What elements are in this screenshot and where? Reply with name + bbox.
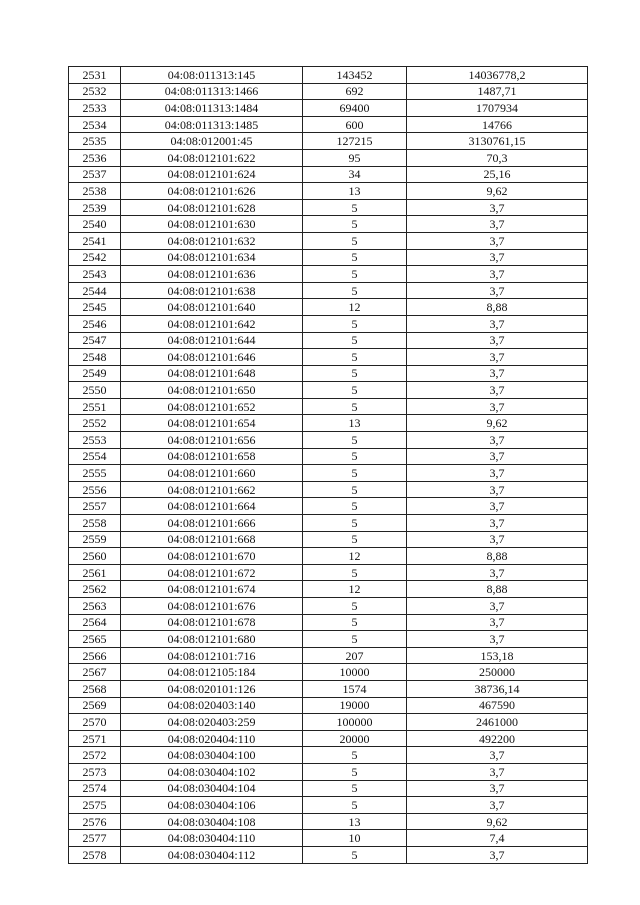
table-row bbox=[69, 581, 588, 598]
table-row bbox=[69, 332, 588, 349]
value-cell: 3,7 bbox=[407, 398, 588, 415]
table-row bbox=[69, 830, 588, 847]
value-cell: 3,7 bbox=[407, 763, 588, 780]
table-row bbox=[69, 149, 588, 166]
area-cell: 5 bbox=[303, 465, 407, 482]
table-row bbox=[69, 598, 588, 615]
cadastral-number-cell: 04:08:011313:1485 bbox=[121, 116, 303, 133]
value-cell: 3,7 bbox=[407, 614, 588, 631]
table-row bbox=[69, 183, 588, 200]
row-number-cell: 2547 bbox=[69, 332, 121, 349]
cadastral-number-cell: 04:08:030404:100 bbox=[121, 747, 303, 764]
cadastral-number-cell: 04:08:012101:650 bbox=[121, 382, 303, 399]
area-cell: 5 bbox=[303, 564, 407, 581]
value-cell: 3,7 bbox=[407, 564, 588, 581]
row-number-cell: 2541 bbox=[69, 232, 121, 249]
area-cell: 19000 bbox=[303, 697, 407, 714]
value-cell: 3,7 bbox=[407, 349, 588, 366]
cadastral-number-cell: 04:08:012101:626 bbox=[121, 183, 303, 200]
cadastral-number-cell: 04:08:012101:656 bbox=[121, 432, 303, 449]
value-cell: 3,7 bbox=[407, 249, 588, 266]
row-number-cell: 2550 bbox=[69, 382, 121, 399]
value-cell: 1707934 bbox=[407, 100, 588, 117]
area-cell: 5 bbox=[303, 365, 407, 382]
table-row bbox=[69, 515, 588, 532]
area-cell: 5 bbox=[303, 382, 407, 399]
value-cell: 9,62 bbox=[407, 813, 588, 830]
row-number-cell: 2546 bbox=[69, 315, 121, 332]
value-cell: 8,88 bbox=[407, 581, 588, 598]
table-row bbox=[69, 465, 588, 482]
table-row bbox=[69, 631, 588, 648]
area-cell: 5 bbox=[303, 614, 407, 631]
value-cell: 3,7 bbox=[407, 332, 588, 349]
table-row bbox=[69, 714, 588, 731]
area-cell: 5 bbox=[303, 232, 407, 249]
cadastral-number-cell: 04:08:012101:658 bbox=[121, 448, 303, 465]
cadastral-number-cell: 04:08:012101:660 bbox=[121, 465, 303, 482]
area-cell: 5 bbox=[303, 315, 407, 332]
area-cell: 12 bbox=[303, 581, 407, 598]
value-cell: 3,7 bbox=[407, 481, 588, 498]
area-cell: 5 bbox=[303, 598, 407, 615]
row-number-cell: 2569 bbox=[69, 697, 121, 714]
table-row bbox=[69, 382, 588, 399]
cadastral-number-cell: 04:08:020403:259 bbox=[121, 714, 303, 731]
value-cell: 3,7 bbox=[407, 631, 588, 648]
table-row bbox=[69, 116, 588, 133]
cadastral-number-cell: 04:08:012101:674 bbox=[121, 581, 303, 598]
cadastral-number-cell: 04:08:012101:678 bbox=[121, 614, 303, 631]
area-cell: 5 bbox=[303, 266, 407, 283]
table-row bbox=[69, 100, 588, 117]
area-cell: 5 bbox=[303, 531, 407, 548]
value-cell: 3,7 bbox=[407, 199, 588, 216]
area-cell: 13 bbox=[303, 415, 407, 432]
value-cell: 3,7 bbox=[407, 780, 588, 797]
cadastral-number-cell: 04:08:012101:668 bbox=[121, 531, 303, 548]
table-row bbox=[69, 763, 588, 780]
value-cell: 1487,71 bbox=[407, 83, 588, 100]
area-cell: 100000 bbox=[303, 714, 407, 731]
area-cell: 13 bbox=[303, 183, 407, 200]
table-row bbox=[69, 349, 588, 366]
table-row bbox=[69, 232, 588, 249]
area-cell: 5 bbox=[303, 199, 407, 216]
table-row bbox=[69, 448, 588, 465]
row-number-cell: 2576 bbox=[69, 813, 121, 830]
row-number-cell: 2545 bbox=[69, 299, 121, 316]
value-cell: 492200 bbox=[407, 730, 588, 747]
area-cell: 10000 bbox=[303, 664, 407, 681]
cadastral-number-cell: 04:08:030404:106 bbox=[121, 797, 303, 814]
cadastral-number-cell: 04:08:012101:634 bbox=[121, 249, 303, 266]
row-number-cell: 2561 bbox=[69, 564, 121, 581]
row-number-cell: 2539 bbox=[69, 199, 121, 216]
value-cell: 3,7 bbox=[407, 498, 588, 515]
table-row bbox=[69, 83, 588, 100]
area-cell: 127215 bbox=[303, 133, 407, 150]
table-row bbox=[69, 365, 588, 382]
cadastral-number-cell: 04:08:030404:110 bbox=[121, 830, 303, 847]
area-cell: 5 bbox=[303, 398, 407, 415]
area-cell: 5 bbox=[303, 332, 407, 349]
cadastral-number-cell: 04:08:020403:140 bbox=[121, 697, 303, 714]
table-row bbox=[69, 67, 588, 84]
value-cell: 9,62 bbox=[407, 415, 588, 432]
table-row bbox=[69, 432, 588, 449]
cadastral-number-cell: 04:08:030404:102 bbox=[121, 763, 303, 780]
table-row bbox=[69, 299, 588, 316]
row-number-cell: 2531 bbox=[69, 67, 121, 84]
cadastral-number-cell: 04:08:012001:45 bbox=[121, 133, 303, 150]
cadastral-number-cell: 04:08:012101:654 bbox=[121, 415, 303, 432]
value-cell: 3,7 bbox=[407, 232, 588, 249]
table-row bbox=[69, 564, 588, 581]
row-number-cell: 2557 bbox=[69, 498, 121, 515]
row-number-cell: 2567 bbox=[69, 664, 121, 681]
cadastral-number-cell: 04:08:012101:622 bbox=[121, 149, 303, 166]
value-cell: 25,16 bbox=[407, 166, 588, 183]
cadastral-number-cell: 04:08:020404:110 bbox=[121, 730, 303, 747]
area-cell: 5 bbox=[303, 631, 407, 648]
cadastral-number-cell: 04:08:012101:636 bbox=[121, 266, 303, 283]
row-number-cell: 2559 bbox=[69, 531, 121, 548]
cadastral-number-cell: 04:08:012101:640 bbox=[121, 299, 303, 316]
cadastral-number-cell: 04:08:011313:1466 bbox=[121, 83, 303, 100]
row-number-cell: 2558 bbox=[69, 515, 121, 532]
row-number-cell: 2562 bbox=[69, 581, 121, 598]
value-cell: 3,7 bbox=[407, 598, 588, 615]
cadastral-number-cell: 04:08:012101:632 bbox=[121, 232, 303, 249]
cadastral-number-cell: 04:08:012101:670 bbox=[121, 548, 303, 565]
row-number-cell: 2565 bbox=[69, 631, 121, 648]
area-cell: 5 bbox=[303, 249, 407, 266]
cadastral-table bbox=[68, 66, 588, 864]
row-number-cell: 2572 bbox=[69, 747, 121, 764]
cadastral-number-cell: 04:08:012101:666 bbox=[121, 515, 303, 532]
table-row bbox=[69, 647, 588, 664]
area-cell: 5 bbox=[303, 481, 407, 498]
cadastral-number-cell: 04:08:011313:145 bbox=[121, 67, 303, 84]
value-cell: 3,7 bbox=[407, 365, 588, 382]
row-number-cell: 2566 bbox=[69, 647, 121, 664]
value-cell: 3,7 bbox=[407, 531, 588, 548]
row-number-cell: 2543 bbox=[69, 266, 121, 283]
area-cell: 95 bbox=[303, 149, 407, 166]
area-cell: 10 bbox=[303, 830, 407, 847]
row-number-cell: 2535 bbox=[69, 133, 121, 150]
row-number-cell: 2577 bbox=[69, 830, 121, 847]
value-cell: 14766 bbox=[407, 116, 588, 133]
cadastral-number-cell: 04:08:012101:676 bbox=[121, 598, 303, 615]
table-row bbox=[69, 249, 588, 266]
row-number-cell: 2538 bbox=[69, 183, 121, 200]
area-cell: 5 bbox=[303, 797, 407, 814]
table-row bbox=[69, 614, 588, 631]
area-cell: 34 bbox=[303, 166, 407, 183]
cadastral-number-cell: 04:08:012105:184 bbox=[121, 664, 303, 681]
row-number-cell: 2571 bbox=[69, 730, 121, 747]
table-row bbox=[69, 548, 588, 565]
area-cell: 5 bbox=[303, 498, 407, 515]
table-row bbox=[69, 266, 588, 283]
value-cell: 14036778,2 bbox=[407, 67, 588, 84]
row-number-cell: 2575 bbox=[69, 797, 121, 814]
table-row bbox=[69, 415, 588, 432]
value-cell: 3,7 bbox=[407, 315, 588, 332]
area-cell: 5 bbox=[303, 432, 407, 449]
row-number-cell: 2553 bbox=[69, 432, 121, 449]
row-number-cell: 2554 bbox=[69, 448, 121, 465]
row-number-cell: 2542 bbox=[69, 249, 121, 266]
area-cell: 5 bbox=[303, 780, 407, 797]
table-row bbox=[69, 680, 588, 697]
area-cell: 5 bbox=[303, 448, 407, 465]
area-cell: 143452 bbox=[303, 67, 407, 84]
row-number-cell: 2536 bbox=[69, 149, 121, 166]
table-row bbox=[69, 780, 588, 797]
cadastral-number-cell: 04:08:012101:716 bbox=[121, 647, 303, 664]
cadastral-number-cell: 04:08:030404:108 bbox=[121, 813, 303, 830]
table-row bbox=[69, 797, 588, 814]
row-number-cell: 2570 bbox=[69, 714, 121, 731]
cadastral-number-cell: 04:08:030404:112 bbox=[121, 846, 303, 863]
row-number-cell: 2560 bbox=[69, 548, 121, 565]
area-cell: 5 bbox=[303, 747, 407, 764]
value-cell: 3,7 bbox=[407, 515, 588, 532]
value-cell: 3,7 bbox=[407, 382, 588, 399]
value-cell: 3,7 bbox=[407, 846, 588, 863]
value-cell: 3,7 bbox=[407, 282, 588, 299]
row-number-cell: 2573 bbox=[69, 763, 121, 780]
value-cell: 38736,14 bbox=[407, 680, 588, 697]
value-cell: 153,18 bbox=[407, 647, 588, 664]
row-number-cell: 2549 bbox=[69, 365, 121, 382]
value-cell: 2461000 bbox=[407, 714, 588, 731]
row-number-cell: 2548 bbox=[69, 349, 121, 366]
cadastral-number-cell: 04:08:012101:638 bbox=[121, 282, 303, 299]
cadastral-number-cell: 04:08:012101:680 bbox=[121, 631, 303, 648]
area-cell: 1574 bbox=[303, 680, 407, 697]
table-row bbox=[69, 531, 588, 548]
value-cell: 3,7 bbox=[407, 465, 588, 482]
area-cell: 5 bbox=[303, 216, 407, 233]
row-number-cell: 2532 bbox=[69, 83, 121, 100]
cadastral-number-cell: 04:08:012101:646 bbox=[121, 349, 303, 366]
area-cell: 600 bbox=[303, 116, 407, 133]
row-number-cell: 2551 bbox=[69, 398, 121, 415]
cadastral-number-cell: 04:08:012101:642 bbox=[121, 315, 303, 332]
cadastral-number-cell: 04:08:012101:628 bbox=[121, 199, 303, 216]
area-cell: 13 bbox=[303, 813, 407, 830]
value-cell: 9,62 bbox=[407, 183, 588, 200]
cadastral-number-cell: 04:08:012101:664 bbox=[121, 498, 303, 515]
row-number-cell: 2544 bbox=[69, 282, 121, 299]
cadastral-number-cell: 04:08:012101:672 bbox=[121, 564, 303, 581]
cadastral-number-cell: 04:08:012101:644 bbox=[121, 332, 303, 349]
table-body bbox=[69, 67, 588, 864]
row-number-cell: 2540 bbox=[69, 216, 121, 233]
cadastral-number-cell: 04:08:011313:1484 bbox=[121, 100, 303, 117]
table-row bbox=[69, 730, 588, 747]
table-row bbox=[69, 846, 588, 863]
table-row bbox=[69, 133, 588, 150]
row-number-cell: 2563 bbox=[69, 598, 121, 615]
value-cell: 3,7 bbox=[407, 797, 588, 814]
cadastral-number-cell: 04:08:030404:104 bbox=[121, 780, 303, 797]
table-row bbox=[69, 697, 588, 714]
value-cell: 250000 bbox=[407, 664, 588, 681]
row-number-cell: 2534 bbox=[69, 116, 121, 133]
table-row bbox=[69, 315, 588, 332]
row-number-cell: 2564 bbox=[69, 614, 121, 631]
value-cell: 70,3 bbox=[407, 149, 588, 166]
cadastral-number-cell: 04:08:012101:648 bbox=[121, 365, 303, 382]
row-number-cell: 2574 bbox=[69, 780, 121, 797]
row-number-cell: 2555 bbox=[69, 465, 121, 482]
table-row bbox=[69, 166, 588, 183]
value-cell: 8,88 bbox=[407, 299, 588, 316]
table-row bbox=[69, 199, 588, 216]
area-cell: 692 bbox=[303, 83, 407, 100]
table-row bbox=[69, 398, 588, 415]
value-cell: 8,88 bbox=[407, 548, 588, 565]
cadastral-number-cell: 04:08:012101:630 bbox=[121, 216, 303, 233]
area-cell: 5 bbox=[303, 763, 407, 780]
table-row bbox=[69, 216, 588, 233]
cadastral-number-cell: 04:08:012101:624 bbox=[121, 166, 303, 183]
table-row bbox=[69, 747, 588, 764]
value-cell: 3130761,15 bbox=[407, 133, 588, 150]
table-row bbox=[69, 498, 588, 515]
table-row bbox=[69, 282, 588, 299]
row-number-cell: 2556 bbox=[69, 481, 121, 498]
area-cell: 5 bbox=[303, 846, 407, 863]
area-cell: 5 bbox=[303, 515, 407, 532]
area-cell: 69400 bbox=[303, 100, 407, 117]
area-cell: 12 bbox=[303, 299, 407, 316]
area-cell: 207 bbox=[303, 647, 407, 664]
area-cell: 20000 bbox=[303, 730, 407, 747]
cadastral-number-cell: 04:08:012101:652 bbox=[121, 398, 303, 415]
value-cell: 3,7 bbox=[407, 216, 588, 233]
area-cell: 12 bbox=[303, 548, 407, 565]
cadastral-number-cell: 04:08:020101:126 bbox=[121, 680, 303, 697]
row-number-cell: 2533 bbox=[69, 100, 121, 117]
value-cell: 3,7 bbox=[407, 432, 588, 449]
table-row bbox=[69, 813, 588, 830]
row-number-cell: 2537 bbox=[69, 166, 121, 183]
value-cell: 467590 bbox=[407, 697, 588, 714]
value-cell: 3,7 bbox=[407, 266, 588, 283]
value-cell: 7,4 bbox=[407, 830, 588, 847]
row-number-cell: 2552 bbox=[69, 415, 121, 432]
row-number-cell: 2578 bbox=[69, 846, 121, 863]
value-cell: 3,7 bbox=[407, 747, 588, 764]
value-cell: 3,7 bbox=[407, 448, 588, 465]
table-row bbox=[69, 664, 588, 681]
row-number-cell: 2568 bbox=[69, 680, 121, 697]
area-cell: 5 bbox=[303, 282, 407, 299]
cadastral-number-cell: 04:08:012101:662 bbox=[121, 481, 303, 498]
table-row bbox=[69, 481, 588, 498]
area-cell: 5 bbox=[303, 349, 407, 366]
